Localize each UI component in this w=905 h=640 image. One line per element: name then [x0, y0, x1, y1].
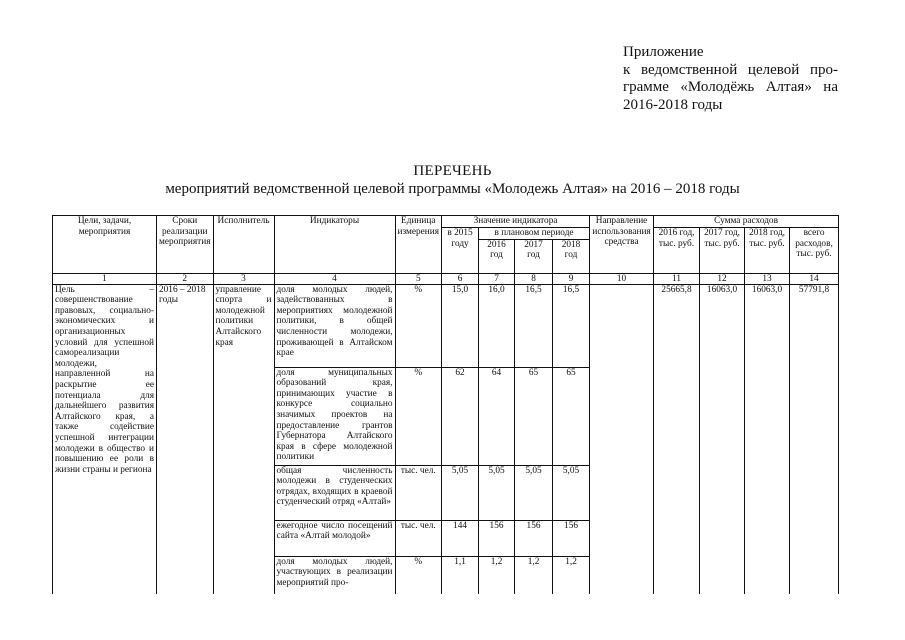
- header-e2017: 2017 год, тыс. руб.: [700, 228, 745, 274]
- header-goals: Цели, задачи, мероприятия: [53, 216, 157, 274]
- goal-cell: Цель – совершенствование правовых, социально-экономических и организационных условий для успешной самореализации молодежи, направленной на раскрытие ее потенциала для дальнейшего развития Алтайского края, а также содействие успешной интеграции молодежи в общество и повышению ее роли в жизни страны и региона: [53, 284, 157, 594]
- col-num: 11: [654, 273, 700, 284]
- unit-cell: %: [395, 284, 442, 367]
- col-num: 6: [442, 273, 479, 284]
- expense-total-cell: 57791,8: [790, 284, 839, 594]
- appendix-line-1: Приложение: [623, 44, 704, 60]
- col-num: 9: [553, 273, 590, 284]
- col-num: 1: [53, 273, 157, 284]
- header-y2016: 2016 год: [479, 239, 515, 273]
- title-line-2: мероприятий ведомственной целевой программы «Молодежь Алтая» на 2016 – 2018 годы: [165, 181, 740, 197]
- expense-2016-cell: 25665,8: [654, 284, 700, 594]
- value-2018-cell: 16,5: [553, 284, 590, 367]
- value-2017-cell: 1,2: [515, 556, 553, 594]
- indicator-cell: доля молодых людей, участвующих в реализации мероприятий про-: [274, 556, 395, 594]
- col-num: 3: [213, 273, 274, 284]
- value-2017-cell: 65: [515, 367, 553, 465]
- value-2016-cell: 64: [479, 367, 515, 465]
- column-numbers-row: [53, 273, 839, 284]
- table-row: [53, 284, 839, 367]
- document-title: [0, 162, 905, 198]
- col-num: 4: [274, 273, 395, 284]
- value-2018-cell: 5,05: [553, 465, 590, 520]
- header-terms: Сроки реализации мероприятия: [157, 216, 214, 274]
- header-unit: Единица измерения: [395, 216, 442, 274]
- value-2018-cell: 156: [553, 520, 590, 556]
- value-2016-cell: 5,05: [479, 465, 515, 520]
- expense-2017-cell: 16063,0: [700, 284, 745, 594]
- header-y2018: 2018 год: [553, 239, 590, 273]
- indicator-cell: ежегодное число посещений сайта «Алтай молодой»: [274, 520, 395, 556]
- header-indicators: Индикаторы: [274, 216, 395, 274]
- measures-table: [52, 215, 839, 594]
- value-2017-cell: 16,5: [515, 284, 553, 367]
- col-num: 2: [157, 273, 214, 284]
- value-2018-cell: 65: [553, 367, 590, 465]
- header-indicator-value: Значение индикатора: [442, 216, 590, 228]
- value-2017-cell: 156: [515, 520, 553, 556]
- col-num: 7: [479, 273, 515, 284]
- header-expenses: Сумма расходов: [654, 216, 839, 228]
- value-2015-cell: 144: [442, 520, 479, 556]
- header-direction: Направление использования средства: [590, 216, 654, 274]
- indicator-cell: доля молодых людей, задействованных в мероприятиях молодежной политики, в общей численности молодежи, проживающей в Алтайском крае: [274, 284, 395, 367]
- value-2015-cell: 62: [442, 367, 479, 465]
- col-num: 12: [700, 273, 745, 284]
- direction-cell: [590, 284, 654, 594]
- col-num: 8: [515, 273, 553, 284]
- expense-2018-cell: 16063,0: [745, 284, 790, 594]
- value-2015-cell: 15,0: [442, 284, 479, 367]
- header-e2016: 2016 год, тыс. руб.: [654, 228, 700, 274]
- value-2016-cell: 1,2: [479, 556, 515, 594]
- header-y2017: 2017 год: [515, 239, 553, 273]
- appendix-line-3: грамме «Молодёжь Алтая» на: [623, 79, 838, 95]
- appendix-note: [623, 44, 838, 114]
- value-2015-cell: 5,05: [442, 465, 479, 520]
- unit-cell: %: [395, 367, 442, 465]
- unit-cell: тыс. чел.: [395, 520, 442, 556]
- col-num: 5: [395, 273, 442, 284]
- value-2018-cell: 1,2: [553, 556, 590, 594]
- col-num: 14: [790, 273, 839, 284]
- appendix-line-4: 2016-2018 годы: [623, 96, 723, 113]
- header-e2018: 2018 год, тыс. руб.: [745, 228, 790, 274]
- header-etotal: всего расходов, тыс. руб.: [790, 228, 839, 274]
- header-planned: в плановом периоде: [479, 228, 590, 240]
- value-2016-cell: 16,0: [479, 284, 515, 367]
- title-line-1: ПЕРЕЧЕНЬ: [413, 163, 492, 179]
- header-in2015: в 2015 году: [442, 228, 479, 274]
- col-num: 10: [590, 273, 654, 284]
- header-executor: Исполнитель: [213, 216, 274, 274]
- value-2015-cell: 1,1: [442, 556, 479, 594]
- unit-cell: тыс. чел.: [395, 465, 442, 520]
- indicator-cell: общая численность молодежи в студенческих отрядах, входящих в краевой студенческий отряд «Алтай»: [274, 465, 395, 520]
- col-num: 13: [745, 273, 790, 284]
- appendix-line-2: к ведомственной целевой про-: [623, 61, 838, 78]
- terms-cell: 2016 – 2018 годы: [157, 284, 214, 594]
- unit-cell: %: [395, 556, 442, 594]
- value-2017-cell: 5,05: [515, 465, 553, 520]
- indicator-cell: доля муниципальных образований края, принимающих участие в конкурсе социально значимых проектов на предоставление грантов Губернатора Алтайского края в сфере молодежной политики: [274, 367, 395, 465]
- value-2016-cell: 156: [479, 520, 515, 556]
- executor-cell: управление спорта и молодежной политики Алтайского края: [213, 284, 274, 594]
